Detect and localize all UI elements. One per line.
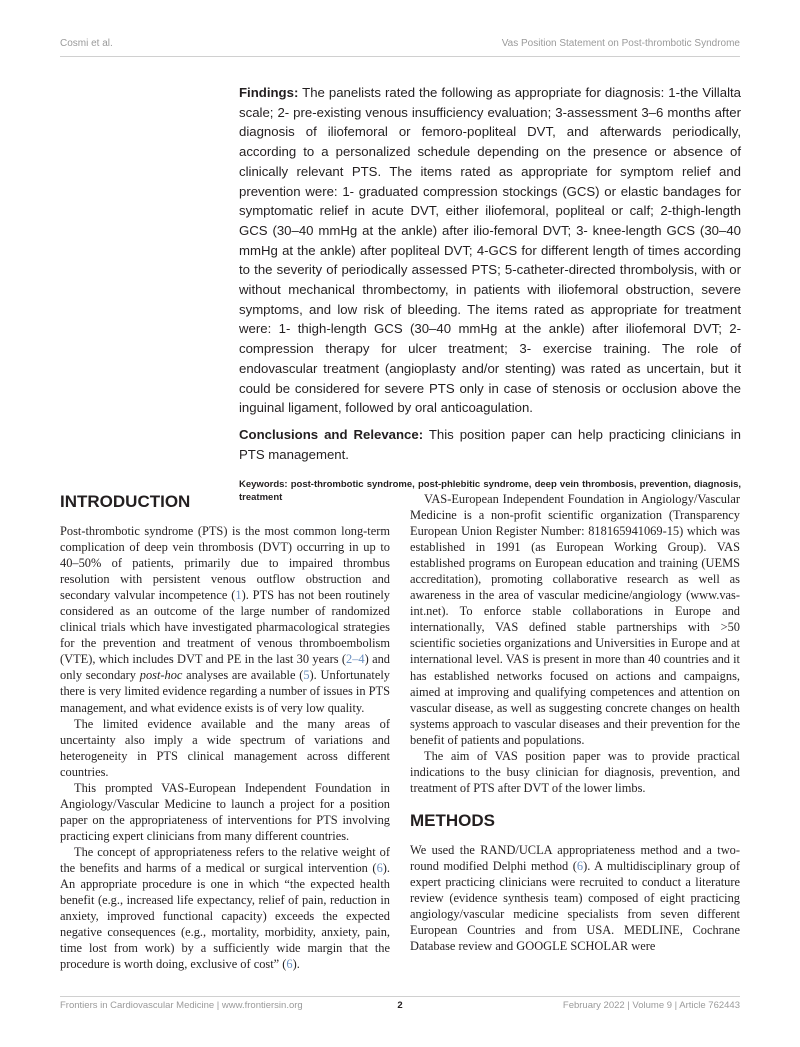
citation-link-5[interactable]: 5: [303, 668, 310, 683]
running-header-authors: Cosmi et al.: [60, 38, 113, 49]
intro-paragraph-1: [60, 523, 390, 716]
intro-p1-italic: post-hoc: [139, 668, 183, 683]
intro-p1-text-b: ). PTS has not been routinely considered as an outcome of the large number of randomized clinical trials which have investigated pharmacological strategies for the prevention and treatment of venous thromboembolism (VTE), which includes DVT and PE in the last 30 years (: [60, 588, 390, 667]
citation-link-6b[interactable]: 6: [286, 957, 293, 972]
citation-link-6c[interactable]: 6: [576, 858, 584, 873]
methods-heading: METHODS: [410, 810, 495, 830]
conclusions-text: This position paper can help practicing clinicians in PTS management.: [239, 426, 741, 462]
footer-journal: Frontiers in Cardiovascular Medicine | www.frontiersin.org: [60, 1000, 303, 1011]
citation-link-1[interactable]: 1: [235, 588, 242, 603]
intro-p1-text-d: analyses are available (: [182, 668, 304, 683]
intro-paragraph-3: This prompted VAS-European Independent Foundation in Angiology/Vascular Medicine to launch a project for a position paper on the appropriateness of interventions for PTS involving practicing expert clinicians from many different countries.: [60, 780, 390, 843]
findings-text: The panelists rated the following as appropriate for diagnosis: 1-the Villalta scale; 2- pre-existing venous insufficiency evaluation; 3-assessment 3–6 months after diagnosis of iliofemoral or femoro-popliteal DVT, and afterwards periodically, according to a personalized schedule depending on the presence or absence of clinically relevant PTS. The items rated as appropriate for symptom relief and prevention were: 1- graduated compression stockings (GCS) or elastic bandages for symptomatic relief in acute DVT, either iliofemoral, popliteal or calf; 2-thigh-length GCS (30–40 mmHg at the ankle) after ilio-femoral DVT; 3- knee-length GCS (30–40 mmHg at the ankle) after popliteal DVT; 4-GCS for different length of times according to the severity of periodically assessed PTS; 5-catheter-directed thrombolysis, with or without mechanical thrombectomy, in patients with iliofemoral obstruction, severe symptoms, and low risk of bleeding. The items rated as appropriate for treatment were: 1- thigh-length GCS (30–40 mmHg at the ankle) after iliofemoral DVT; 2-compression therapy for ulcer treatment; 3- exercise training. The role of endovascular treatment (angioplasty and/or stenting) was rated as uncertain, but it could be considered for severe PTS only in case of stenosis or occlusion above the inguinal ligament, followed by oral anticoagulation.: [239, 85, 741, 416]
methods-p1-text-b: ). A multidisciplinary group of expert practicing clinicians were recruited to conduct a literature review (evidence synthesis team) composed of eight practicing angiology/vascular medicine specialists from seven different European Countries and from USA. MEDLINE, Cochrane Database review and GOOGLE SCHOLAR were: [410, 858, 740, 954]
left-column: [60, 491, 390, 972]
abstract-block: [239, 83, 741, 504]
intro-p4-text-b: ). An appropriate procedure is one in which “the expected health benefit (e.g., increased life expectancy, relief of pain, reduction in anxiety, improved functional capacity) exceeds the expected negative consequences (e.g., mortality, morbidity, anxiety, pain, time lost from work) by a sufficiently wide margin that the procedure is worth doing, exclusive of cost” (: [60, 860, 390, 972]
abstract-findings: [239, 83, 741, 418]
intro-paragraph-2: The limited evidence available and the many areas of uncertainty also imply a wide spectrum of variations and heterogeneity in PTS clinical management across different countries.: [60, 716, 390, 779]
vas-paragraph-2: The aim of VAS position paper was to provide practical indications to the busy clinician for diagnosis, prevention, and treatment of PTS after DVT of the lower limbs.: [410, 748, 740, 795]
findings-label: Findings:: [239, 85, 299, 100]
intro-p1-text-a: Post-thrombotic syndrome (PTS) is the most common long-term complication of deep vein thrombosis (DVT) occurring in up to 40–50% of patients, primarily due to impaired thrombus resolution with persistent venous outflow obstruction and secondary valvular incompetence (: [60, 524, 390, 603]
intro-p4-text-a: The concept of appropriateness refers to the relative weight of the benefits and harms of a medical or surgical intervention (: [60, 844, 390, 875]
intro-p1-text-c: ) and only secondary: [60, 652, 390, 683]
footer-issue: February 2022 | Volume 9 | Article 762443: [562, 1000, 740, 1011]
right-column: [410, 491, 740, 954]
intro-p4-text-c: ).: [292, 957, 300, 972]
running-header-title: Vas Position Statement on Post-thrombotic Syndrome: [501, 38, 740, 49]
footer-page-number: 2: [397, 1000, 403, 1011]
introduction-heading: INTRODUCTION: [60, 492, 191, 511]
header-divider: [60, 56, 740, 57]
vas-paragraph-1: VAS-European Independent Foundation in Angiology/Vascular Medicine is a non-profit scientific organization (Transparency European Union Register Number: 818165941069-15) which was established in 1991 (as European Working Group). VAS established programs on European education and training (UEMS accreditation), promoting collaborative research as well as awareness in the area of vascular medicine/angiology (www.vas-int.net). To enforce stable collaborations in Europe and internationally, VAS defined stable partnerships with >50 scientific societies organizations and Universities in Europe and at international level. VAS is present in more than 40 countries and it has established networks focused on actions and campaigns, aimed at improving and qualifying competences and attention on vascular disease, as well as suggesting concrete changes on health systems approach to vascular diseases and their prevention for the benefit of patients and populations.: [410, 492, 740, 747]
intro-paragraph-4: [60, 844, 390, 972]
methods-paragraph-1: [410, 842, 740, 954]
footer-divider: [60, 996, 740, 997]
abstract-conclusions: [239, 425, 741, 464]
intro-p1-text-e: ). Unfortunately there is very limited evidence regarding a number of issues in PTS management, and what evidence exists is of very low quality.: [60, 668, 390, 715]
citation-link-6a[interactable]: 6: [376, 860, 383, 875]
methods-p1-text-a: We used the RAND/UCLA appropriateness method and a two-round modified Delphi method (: [410, 842, 740, 873]
citation-link-2-4[interactable]: 2–4: [346, 652, 365, 667]
keywords: Keywords: post-thrombotic syndrome, post-phlebitic syndrome, deep vein thrombosis, prevention, diagnosis, treatment: [239, 479, 741, 504]
conclusions-label: Conclusions and Relevance:: [239, 426, 424, 442]
